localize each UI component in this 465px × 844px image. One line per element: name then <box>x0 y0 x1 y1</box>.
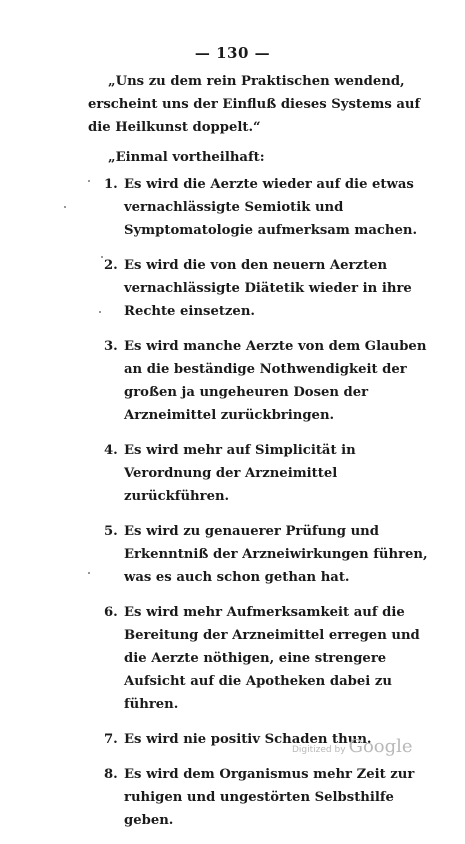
list-item <box>104 439 444 508</box>
list-item-number: 1. <box>104 177 118 192</box>
list-item <box>104 173 444 242</box>
scan-speck <box>88 180 90 182</box>
digitized-watermark <box>292 736 413 757</box>
intro-paragraph: „Uns zu dem rein Praktischen wendend, erscheint uns der Einfluß dieses Systems auf die Heilkunst doppelt.“ <box>88 74 421 135</box>
list-item <box>104 520 444 589</box>
list-item <box>104 254 444 323</box>
list-item <box>104 335 444 427</box>
list-item <box>104 763 444 832</box>
list-item-number: 3. <box>104 339 118 354</box>
second-paragraph: „Einmal vortheilhaft: <box>108 150 265 165</box>
list-item-text: Es wird zu genauerer Prüfung und Erkenntniß der Arzneiwirkungen führen, was es auch schon gethan hat. <box>124 524 428 585</box>
scan-speck <box>101 256 103 258</box>
scan-speck <box>64 206 66 208</box>
scan-speck <box>99 311 101 313</box>
scan-speck <box>88 572 90 574</box>
watermark-prefix: Digitized by <box>292 745 346 755</box>
page-number: — 130 — <box>194 44 271 62</box>
list-item-number: 8. <box>104 767 118 782</box>
list-item-text: Es wird die Aerzte wieder auf die etwas vernachlässigte Semiotik und Symptomatologie aufmerksam machen. <box>124 177 418 238</box>
list-item-text: Es wird manche Aerzte von dem Glauben an die beständige Nothwendigkeit der großen ja ungeheuren Dosen der Arzneimittel zurückbringen. <box>124 339 427 423</box>
list-item-number: 4. <box>104 443 118 458</box>
list-item-text: Es wird dem Organismus mehr Zeit zur ruhigen und ungestörten Selbsthilfe geben. <box>124 767 415 828</box>
list-item-text: Es wird mehr auf Simplicität in Verordnung der Arzneimittel zurückführen. <box>124 443 356 504</box>
list-item-number: 6. <box>104 605 118 620</box>
list-item-text: Es wird die von den neuern Aerzten vernachlässigte Diätetik wieder in ihre Rechte einsetzen. <box>124 258 412 319</box>
google-logo: Google <box>348 736 413 757</box>
list-item-number: 7. <box>104 732 118 747</box>
list-item-text: Es wird mehr Aufmerksamkeit auf die Bereitung der Arzneimittel erregen und die Aerzte nöthigen, eine strengere Aufsicht auf die Apotheken dabei zu führen. <box>124 605 420 712</box>
list-item-number: 2. <box>104 258 118 273</box>
list-item-number: 5. <box>104 524 118 539</box>
list-item <box>104 601 444 716</box>
list-item-text: Es wird nie positiv Schaden thun. <box>124 732 372 747</box>
